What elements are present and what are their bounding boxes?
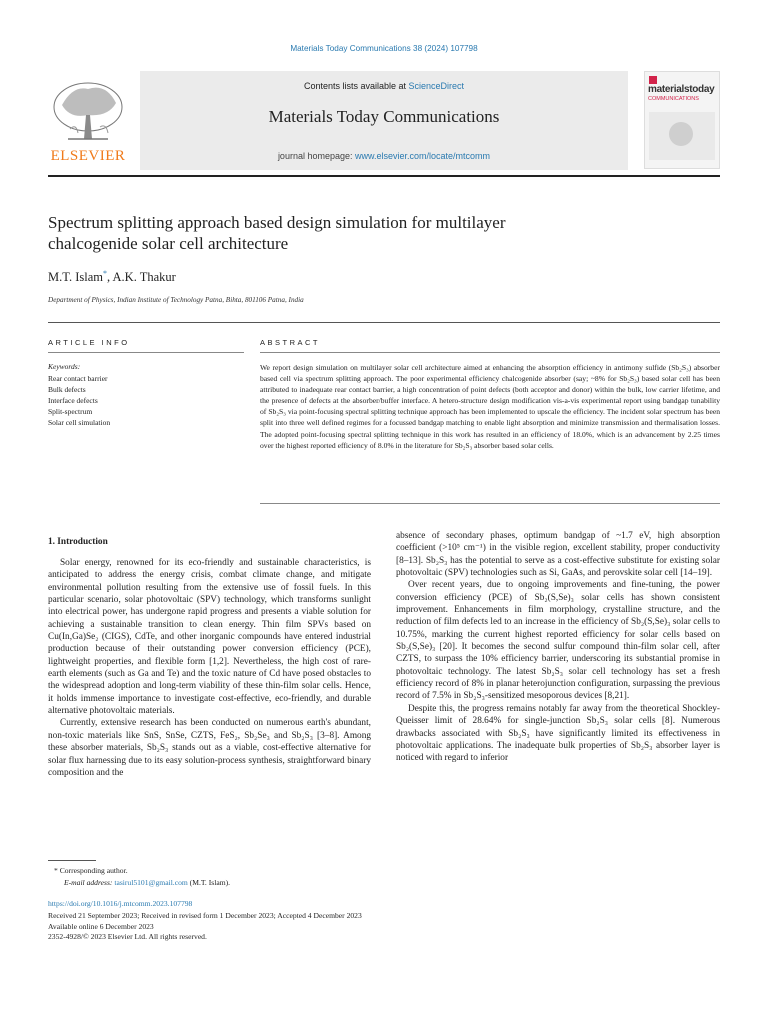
paragraph: Over recent years, due to ongoing improvements and fine-tuning, the power conversion efficiency (PCE) of Sb₂(S,Se)₃ solar cells has shown consistent improvement. Enhancements in film morphology, crystalline structure, and the reduction of film defects led to an increase in the efficiency of Sb₂(S,Se)₃ solar cells to 10.75%, marking the current highest reported efficiency for solar cells based on Sb₂(S,Se)₃ [20]. It becomes the second sulfur compound thin-film solar cell, after CZTS, to surpass the 10% efficiency barrier, underscoring its substantial promise in photovoltaic technology. The latest Sb₂S₃ solar cell technology has set a fresh efficiency record of 8% in planar heterojunction configuration, surpassing the previous record of 7.5% in Sb₂S₃-sensitized mesoporous devices [8,21]. xyxy=(396,580,720,702)
sciencedirect-link[interactable]: ScienceDirect xyxy=(408,81,465,91)
keyword-item: Interface defects xyxy=(48,396,98,405)
left-column xyxy=(48,557,371,779)
email-label: E-mail address: xyxy=(64,878,115,887)
cover-subtitle: COMMUNICATIONS xyxy=(648,96,699,102)
elsevier-wordmark: ELSEVIER xyxy=(50,148,126,164)
paragraph: Currently, extensive research has been conducted on numerous earth's abundant, non-toxic materials like SnS, SnSe, CZTS, FeS₂, Sb₂Se₃ and Sb₂S₃ [3–8]. Among these absorber materials, Sb₂S₃ stands out as a viable, cost-effective alternative for solar flux harnessing due to its easy solution-process synthesis, straightforward binary composition and the xyxy=(48,718,371,778)
title-line-2: chalcogenide solar cell architecture xyxy=(48,234,289,253)
cover-title: materialstoday xyxy=(648,84,715,95)
abstract-body: We report design simulation on multilayer solar cell architecture aimed at enhancing the absorption efficiency in antimony sulfide (Sb₂S₃) absorber based cell via spectrum splitting approach. The poor experimental efficiency chalcogenide absorber (say; ~8% for Sb₂S₃) based solar cell has been attributed to inadequate rear contact barrier, a high concentration of point defects (both acceptor and donor) within the bulk, low carrier lifetime, and the presence of defects at the absorber/buffer interface. A hetero-structure design modification vis-a-vis experimental report using bandgap tunability of Sb₂S₃ via point-focusing spectral splitting technique approach has been implemented to upscale the efficiency. The incident solar spectrum has been split into three well defined regimes for a focussed bandgap matching to enable light absorption and minimize transmission and thermalisation losses. The adopted point-focusing spectral splitting technique in this work has resulted in an efficiency of 18.0%, which is an advancement by 2.25 times over the highest reported efficiency of 8.0% in the literature for Sb₂S₃ absorber based solar cells. xyxy=(260,363,720,450)
keywords-list xyxy=(48,373,110,428)
right-column xyxy=(396,530,720,765)
doi-link[interactable]: https://doi.org/10.1016/j.mtcomm.2023.107798 xyxy=(48,899,193,908)
author-thakur[interactable]: , A.K. Thakur xyxy=(106,270,176,285)
header-rule xyxy=(48,175,720,177)
contents-line xyxy=(140,81,628,91)
online-date: Available online 6 December 2023 xyxy=(48,921,154,931)
homepage-link[interactable]: www.elsevier.com/locate/mtcomm xyxy=(355,151,491,161)
affiliation: Department of Physics, Indian Institute of Technology Patna, Bihta, 801106 Patna, India xyxy=(48,296,304,304)
article-info-heading: ARTICLE INFO xyxy=(48,338,130,347)
corresponding-author-note: * Corresponding author. xyxy=(54,866,128,875)
email-line xyxy=(64,878,230,887)
journal-name: Materials Today Communications xyxy=(268,107,500,126)
title-line-1: Spectrum splitting approach based design simulation for multilayer xyxy=(48,213,506,232)
keyword-item: Rear contact barrier xyxy=(48,374,108,383)
publication-dates xyxy=(48,911,362,943)
paragraph: absence of secondary phases, optimum bandgap of ~1.7 eV, high absorption coefficient (>10⁵ cm⁻¹) in the visible region, excellent stability, proper conductivity [8–13]. Sb₂S₃ has the potential to serve as a cost-effective substitute for existing solar photovoltaic (SPV) technologies such as Si, GaAs, and perovskite solar cell [14–19]. xyxy=(396,531,720,579)
introduction-heading: 1. Introduction xyxy=(48,537,108,547)
running-head[interactable]: Materials Today Communications 38 (2024) 107798 xyxy=(290,44,478,53)
paragraph: Despite this, the progress remains notably far away from the theoretical Shockley-Queisser limit of 28.64% for single-junction Sb₂S₃ solar cells [8]. Numerous drawbacks associated with Sb₂S₃ have significantly limited its effectiveness in photovoltaic applications. The inadequate bulk properties of Sb₂S₃ absorber layer is noticed with regard to inferior xyxy=(396,703,720,764)
email-link[interactable]: tasirul5101@gmail.com xyxy=(114,878,188,887)
paragraph: Solar energy, renowned for its eco-friendly and sustainable characteristics, is anticipated to address the energy crisis, combat climate change, and mitigate environmental pollution resulting from the extensive use of fossil fuels. In this particular scenario, solar photovoltaic (SPV) technology, which transforms sunlight into electrical power, has undergone rapid progress and presents a viable solution for achieving a sustainable transition to clean energy. Thin film SPVs based on Cu(In,Ga)Se₂ (CIGS), CdTe, and other inorganic compounds have entered industrial production because of their outstanding power conversion efficiency (PCE), lightweight properties, and flexible form [1,2]. Nevertheless, the high cost of rare-earth elements (such as Ga and Te) and the toxic nature of Cd have posed obstacles to the widespread adoption and long-term viability of these thin-film solar cells. Hence, it holds immense importance to investigate cost-effective, eco-friendly, and durable alternative photovoltaic materials. xyxy=(48,558,371,717)
contents-prefix: Contents lists available at xyxy=(303,81,409,91)
section-rule xyxy=(48,322,720,323)
abstract-rule xyxy=(260,352,720,353)
keyword-item: Bulk defects xyxy=(48,385,86,394)
author-line xyxy=(48,269,176,285)
keyword-item: Solar cell simulation xyxy=(48,418,111,427)
keyword-item: Split-spectrum xyxy=(48,407,93,416)
footnote-rule xyxy=(48,860,96,861)
author-islam[interactable]: M.T. Islam xyxy=(48,270,103,285)
article-info-rule xyxy=(48,352,244,353)
homepage-prefix: journal homepage: xyxy=(277,151,355,161)
abstract-bottom-rule xyxy=(260,503,720,504)
keywords-label: Keywords: xyxy=(48,362,81,371)
received-dates: Received 21 September 2023; Received in revised form 1 December 2023; Accepted 4 December 2023 xyxy=(48,911,362,920)
copyright: 2352-4928/© 2023 Elsevier Ltd. All rights reserved. xyxy=(48,932,207,942)
corresponding-author-mark[interactable]: * xyxy=(102,269,107,278)
abstract-heading: ABSTRACT xyxy=(260,338,321,347)
email-suffix: (M.T. Islam). xyxy=(187,878,231,887)
article-title xyxy=(48,212,648,254)
homepage-line xyxy=(140,151,628,161)
